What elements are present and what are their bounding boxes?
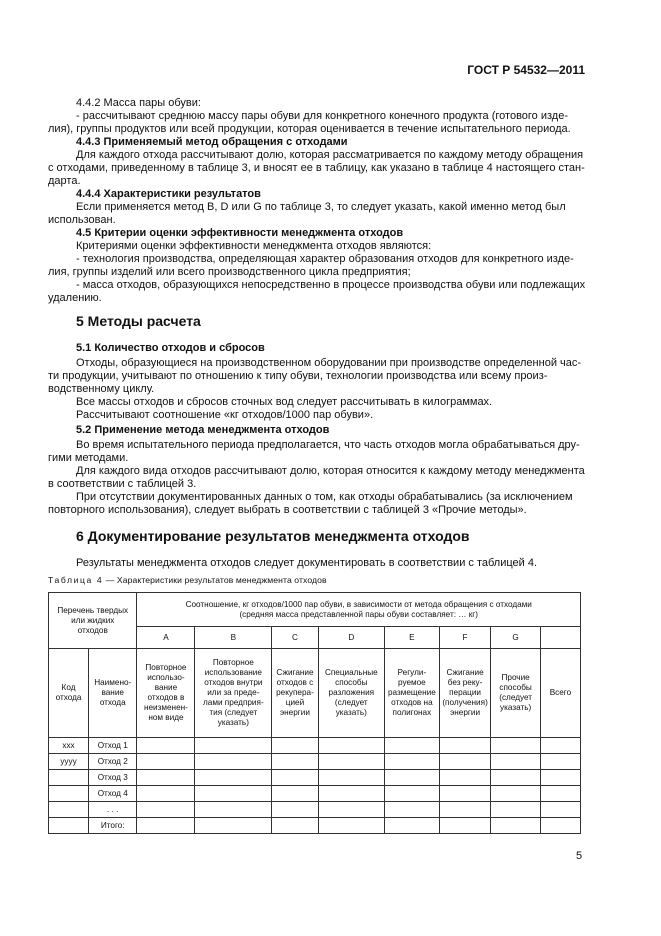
method-header: Специальные способы разложения (следует указать) [318, 649, 384, 738]
p52-line: Для каждого вида отходов рассчитывают долю, которая относится к каждому методу менеджмента [76, 465, 585, 477]
p52-line: гими методами. [48, 452, 129, 464]
method-letter: E [384, 627, 439, 649]
p51-title: 5.1 Количество отходов и сбросов [76, 342, 265, 354]
row-name: . . . [89, 802, 137, 818]
method-letter: G [491, 627, 541, 649]
p442-line: лия), группы продуктов или всей продукции, которая оценивается в течение испытательного периода. [48, 123, 571, 135]
col-total-header: Всего [540, 649, 580, 738]
standard-header: ГОСТ Р 54532—2011 [467, 63, 585, 77]
p45-line: - масса отходов, образующихся непосредственно в процессе производства обуви или подлежащих [76, 279, 586, 291]
p45-line: - технология производства, определяющая характер образования отходов для конкретного изде- [76, 253, 574, 265]
p51-line: Рассчитывают соотношение «кг отходов/1000 пар обуви». [76, 409, 374, 421]
col-code-header: Код отхода [49, 649, 89, 738]
method-header: Регули- руемое размещение отходов на полигонах [384, 649, 439, 738]
row-code: yyyy [49, 754, 89, 770]
row-code [49, 802, 89, 818]
p45-title: 4.5 Критерии оценки эффективности менеджмента отходов [76, 227, 404, 239]
p52-line: повторного использования), следует выбрать в соответствии с таблицей 3 «Прочие методы». [48, 504, 527, 516]
method-letter: F [439, 627, 491, 649]
row-name: Отход 1 [89, 738, 137, 754]
p51-line: Все массы отходов и сбросов сточных вод следует рассчитывать в килограммах. [76, 396, 493, 408]
p52-line: Во время испытательного периода предполагается, что часть отходов могла обрабатываться дру- [76, 439, 580, 451]
empty-cell [540, 627, 580, 649]
row-name: Отход 4 [89, 786, 137, 802]
row-code [49, 786, 89, 802]
method-letter: A [137, 627, 195, 649]
p444-title: 4.4.4 Характеристики результатов [76, 188, 261, 200]
p52-title: 5.2 Применение метода менеджмента отходов [76, 424, 330, 436]
method-header: Повторное использо- вание отходов в неизменен- ном виде [137, 649, 195, 738]
page-number: 5 [576, 850, 583, 862]
list-header: Перечень твердых или жидких отходов [49, 593, 137, 649]
p45-line: Критериями оценки эффективности менеджмента отходов являются: [76, 240, 432, 252]
row-code [49, 818, 89, 834]
method-header: Повторное использование отходов внутри или за преде- лами предприя- тия (следует указать) [195, 649, 272, 738]
row-code [49, 770, 89, 786]
table-caption-text: — Характеристики результатов менеджмента отходов [103, 575, 327, 585]
p443-line: дарта. [48, 175, 81, 187]
p443-line: с отходами, приведенному в таблице 3, и вносят ее в таблицу, как указано в таблице 4 настоящего стан- [48, 162, 585, 174]
section6-heading: 6 Документирование результатов менеджмента отходов [76, 528, 470, 544]
p442-line: - рассчитывают среднюю массу пары обуви для конкретного конечного продукта (готового изде- [76, 110, 568, 122]
p444-line: использован. [48, 214, 116, 226]
row-name: Итого: [89, 818, 137, 834]
p443-title: 4.4.3 Применяемый метод обращения с отходами [76, 136, 348, 148]
method-letter: B [195, 627, 272, 649]
p45-line: удалению. [48, 292, 102, 304]
row-name: Отход 3 [89, 770, 137, 786]
p51-line: Отходы, образующиеся на производственном оборудовании при производстве определенной час- [76, 357, 582, 369]
p51-line: водственному циклу. [48, 383, 155, 395]
p52-line: При отсутствии документированных данных о том, как отходы обрабатывались (за исключением [76, 491, 573, 503]
p45-line: лия, группы изделий или всего производственного цикла предприятия; [48, 266, 411, 278]
section5-heading: 5 Методы расчета [76, 313, 201, 329]
method-header: Сжигание без реку- перации (получения) энергии [439, 649, 491, 738]
col-name-header: Наимено- вание отхода [89, 649, 137, 738]
p51-line: ти продукции, учитывают по отношению к типу обуви, технологии производства или всему произ- [48, 370, 548, 382]
method-letter: D [318, 627, 384, 649]
ratio-header: Соотношение, кг отходов/1000 пар обуви, в зависимости от метода обращения с отходами (средняя масса представленной пары обуви составляет: … кг) [137, 593, 581, 627]
row-code: xxx [49, 738, 89, 754]
p442-title: 4.4.2 Масса пары обуви: [76, 97, 201, 109]
method-letter: C [272, 627, 318, 649]
section6-paragraph: Результаты менеджмента отходов следует документировать в соответствии с таблицей 4. [76, 557, 538, 569]
p52-line: в соответствии с таблицей 3. [48, 478, 197, 490]
row-name: Отход 2 [89, 754, 137, 770]
table-caption [48, 575, 327, 585]
p444-line: Если применяется метод B, D или G по таблице 3, то следует указать, какой именно метод был [76, 201, 566, 213]
method-header: Сжигание отходов с рекупера- цией энергии [272, 649, 318, 738]
method-header: Прочие способы (следует указать) [491, 649, 541, 738]
waste-results-table [48, 592, 581, 834]
p443-line: Для каждого отхода рассчитывают долю, которая рассматривается по каждому методу обращения [76, 149, 584, 161]
table-caption-label: Таблица 4 [48, 575, 104, 585]
